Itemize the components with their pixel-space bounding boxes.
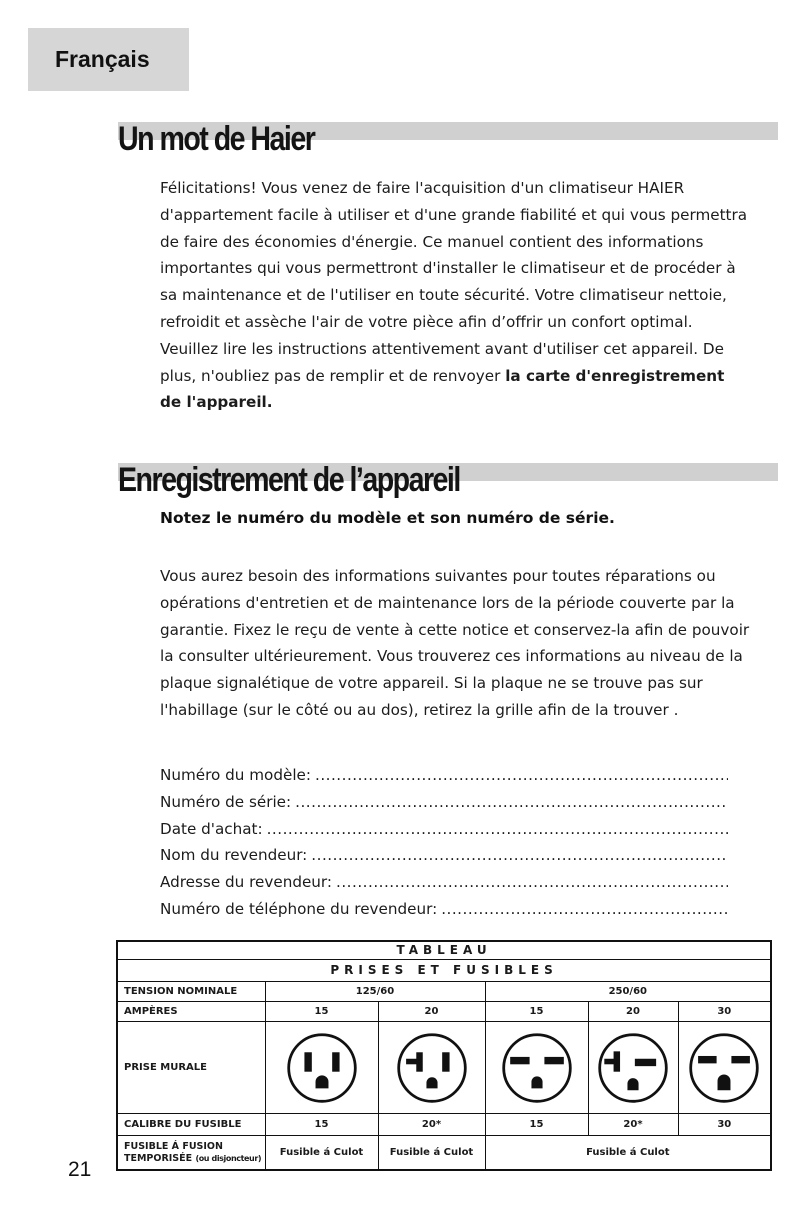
model-number-field[interactable] — [160, 762, 728, 789]
fuse-type-label — [117, 1136, 265, 1170]
registration-fields — [160, 762, 728, 923]
fuse-rating-value: 20* — [588, 1114, 678, 1136]
fuse-type-value: Fusible á Culot — [378, 1136, 485, 1170]
registration-subtitle: Notez le numéro du modèle et son numéro de série. — [160, 509, 615, 527]
dealer-address-field[interactable] — [160, 869, 728, 896]
amps-label: AMPÈRES — [117, 1001, 265, 1021]
outlet-125v-20a-icon — [395, 1031, 469, 1105]
intro-paragraph: Félicitations! Vous venez de faire l'acquisition d'un climatiseur HAIER d'appartement facile à utiliser et d'une grande fiabilité et qui vous permettra de faire des économies d'énergie. Ce manuel contient des informations importantes qui vous permettront d'installer le climatiseur et de procéder à sa maintenance et de l'utiliser en toute sécurité. Votre climatiseur nettoie, refroidit et assèche l'air de votre pièce afin d’offrir un confort optimal. — [160, 179, 748, 331]
fuse-type-label-line1: FUSIBLE Á FUSION — [124, 1140, 223, 1152]
amps-value: 20 — [378, 1001, 485, 1021]
fill-line — [267, 816, 728, 843]
field-label: Nom du revendeur: — [160, 846, 308, 865]
voltage-250: 250/60 — [485, 981, 771, 1001]
amps-value: 30 — [678, 1001, 771, 1021]
field-label: Numéro du modèle: — [160, 766, 311, 784]
fill-line — [441, 896, 728, 923]
outlet-cell — [678, 1021, 771, 1113]
outlet-250v-15a-icon — [500, 1031, 574, 1105]
field-label: Date d'achat: — [160, 819, 263, 838]
field-label: Adresse du revendeur: — [160, 873, 333, 892]
outlet-cell — [265, 1021, 378, 1113]
reminder-text: Veuillez lire les instructions attentivement avant d'utiliser cet appareil. De plus, n'oubliez pas de remplir et de renvoyer — [160, 339, 724, 385]
fuse-rating-value: 15 — [265, 1114, 378, 1136]
field-label: Numéro de série: — [160, 792, 292, 811]
registration-card-text: la carte d'enregistrement de l'appareil. — [160, 366, 725, 412]
registration-text — [160, 563, 750, 724]
fuse-type-label-text: TEMPORISÉE — [124, 1152, 196, 1164]
outlet-cell — [485, 1021, 588, 1113]
section-header-registration — [118, 463, 778, 507]
fuse-type-value: Fusible á Culot — [265, 1136, 378, 1170]
serial-number-field[interactable] — [160, 789, 728, 816]
outlet-label: PRISE MURALE — [117, 1021, 265, 1113]
outlet-125v-15a-icon — [285, 1031, 359, 1105]
amps-value: 20 — [588, 1001, 678, 1021]
fuse-type-value: Fusible á Culot — [485, 1136, 771, 1170]
amps-value: 15 — [265, 1001, 378, 1021]
table-title: TABLEAU — [117, 941, 771, 959]
page-number: 21 — [68, 1158, 92, 1181]
voltage-125: 125/60 — [265, 981, 485, 1001]
fill-line — [295, 789, 728, 816]
dealer-phone-field[interactable] — [160, 896, 728, 923]
outlet-cell — [378, 1021, 485, 1113]
outlet-250v-20a-icon — [596, 1031, 670, 1105]
fill-line — [315, 762, 728, 789]
fill-line — [311, 842, 728, 869]
fuse-type-label-note: (ou disjoncteur) — [195, 1153, 262, 1163]
voltage-label: TENSION NOMINALE — [117, 981, 265, 1001]
section-header-haier — [118, 122, 778, 166]
fill-line — [336, 869, 728, 896]
intro-text — [160, 175, 750, 416]
registration-paragraph: Vous aurez besoin des informations suivantes pour toutes réparations ou opérations d'entretien et de maintenance lors de la période couverte par la garantie. Fixez le reçu de vente à cette notice et conservez-la afin de pouvoir la consulter ultérieurement. Vous trouverez ces informations au niveau de la plaque signalétique de votre appareil. Si la plaque ne se trouve pas sur l'habillage (sur le côté ou au dos), retirez la grille afin de la trouver . — [160, 567, 750, 719]
table-subtitle: PRISES ET FUSIBLES — [117, 959, 771, 981]
dealer-name-field[interactable] — [160, 842, 728, 869]
section-title: Un mot de Haier — [118, 120, 315, 158]
language-tab: Français — [28, 28, 189, 91]
fuse-type-label-line2 — [124, 1153, 265, 1165]
purchase-date-field[interactable] — [160, 816, 728, 843]
amps-value: 15 — [485, 1001, 588, 1021]
fuse-rating-value: 30 — [678, 1114, 771, 1136]
outlet-250v-30a-icon — [687, 1031, 761, 1105]
fuse-rating-value: 15 — [485, 1114, 588, 1136]
field-label: Numéro de téléphone du revendeur: — [160, 899, 438, 918]
reminder-paragraph — [160, 336, 750, 416]
outlet-cell — [588, 1021, 678, 1113]
section-title: Enregistrement de l’appareil — [118, 461, 460, 499]
outlets-fuses-table — [116, 940, 772, 1171]
fuse-rating-value: 20* — [378, 1114, 485, 1136]
fuse-rating-label: CALIBRE DU FUSIBLE — [117, 1114, 265, 1136]
